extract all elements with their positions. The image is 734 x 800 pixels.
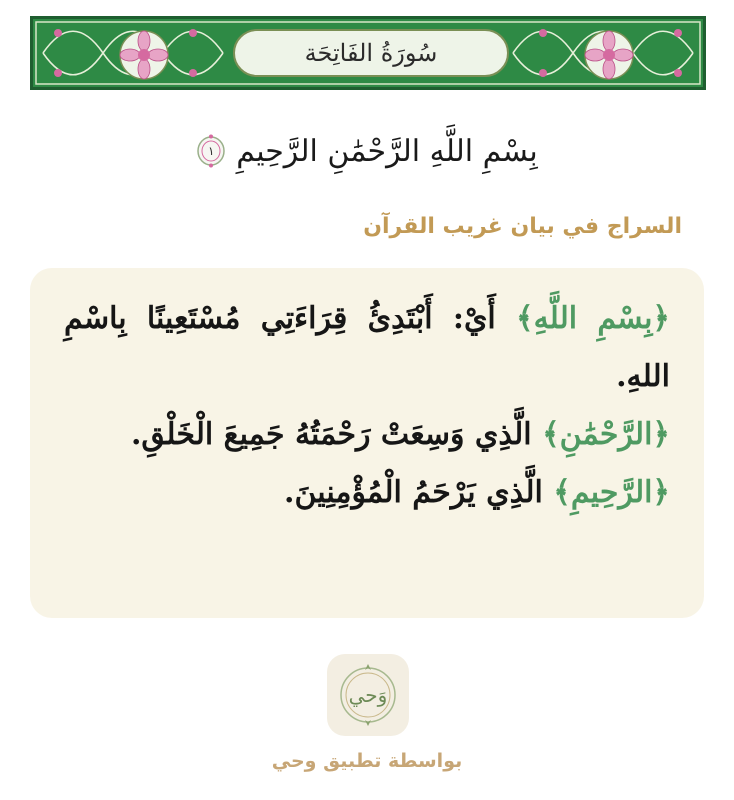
tafsir-text (64, 290, 670, 522)
ayah-marker (196, 134, 226, 168)
surah-title-frame (233, 29, 509, 77)
floral-rosette-icon (583, 29, 635, 81)
quran-word: ﴿الرَّحْمَٰنِ﴾ (542, 417, 670, 452)
explanation-text: أَيْ: أَبْتَدِئُ قِرَاءَتِي مُسْتَعِينًا بِاسْمِ اللهِ. (64, 301, 670, 394)
tafsir-entry (64, 464, 670, 522)
tafsir-entry (64, 290, 670, 406)
surah-header-banner (30, 16, 706, 90)
app-credit: بواسطة تطبيق وحي (271, 750, 463, 772)
explanation-text: الَّذِي يَرْحَمُ الْمُؤْمِنِينَ. (284, 475, 554, 510)
surah-title: سُورَةُ الفَاتِحَة (304, 39, 438, 67)
tafsir-source-title: السراج في بيان غريب القرآن (363, 214, 682, 239)
basmala-verse[interactable] (0, 116, 734, 186)
ayah-number: ١ (208, 144, 215, 158)
tafsir-entry (64, 406, 670, 464)
quran-word: ﴿بِسْمِ اللَّهِ﴾ (516, 301, 670, 336)
basmala-text: بِسْمِ اللَّهِ الرَّحْمَٰنِ الرَّحِيمِ (236, 133, 538, 169)
tafsir-card (30, 268, 704, 618)
floral-rosette-icon (118, 29, 170, 81)
app-logo (327, 654, 409, 736)
quran-word: ﴿الرَّحِيمِ﴾ (553, 475, 670, 510)
explanation-text: الَّذِي وَسِعَتْ رَحْمَتُهُ جَمِيعَ الْخَلْقِ. (130, 417, 543, 452)
app-logo-text: وَحي (348, 683, 388, 707)
